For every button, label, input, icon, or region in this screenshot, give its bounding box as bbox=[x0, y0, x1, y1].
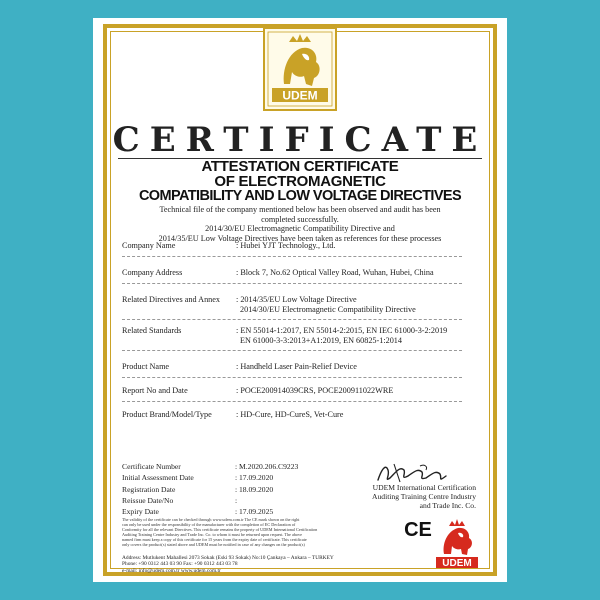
info-value: : M.2020.206.C9223 bbox=[235, 462, 299, 471]
field-label: Company Address bbox=[122, 268, 183, 277]
info-value: : 17.09.2020 bbox=[235, 473, 274, 482]
headline-line1: ATTESTATION CERTIFICATE bbox=[201, 158, 399, 175]
disclaimer-line2: can only be used under the responsibility of the manufacturer with the completion of EC Declaration of bbox=[122, 521, 296, 527]
field-value: : 2014/35/EU Low Voltage Directive bbox=[236, 295, 357, 304]
ce-mark-icon bbox=[404, 518, 432, 540]
intro-line3: 2014/30/EU Electromagnetic Compatibility Directive and bbox=[205, 224, 395, 233]
issuer-block bbox=[350, 483, 476, 511]
divider bbox=[122, 350, 462, 351]
disclaimer-line1: The validity of the certificate can be checked through www.udem.com.tr The CE mark shown on the right bbox=[122, 517, 300, 522]
address-line1: Address: Mutlukent Mahallesi 2073 Sokak (Eski 93 Sokak) No:10 Çankaya – Ankara – TURKEY bbox=[122, 555, 334, 561]
address-line3: e-mail: info@udem.com.tr www.udem.com.tr bbox=[122, 567, 221, 574]
info-value: : 18.09.2020 bbox=[235, 485, 274, 494]
info-label: Initial Assessment Date bbox=[122, 473, 194, 482]
certificate-title: CERTIFICATE bbox=[112, 120, 488, 160]
info-value: : 17.09.2025 bbox=[235, 507, 274, 516]
field-label: Related Standards bbox=[122, 326, 182, 335]
field-value: : Handheld Laser Pain-Relief Device bbox=[236, 362, 357, 371]
disclaimer-line3: Conformity for all the relevant Directives. This certificate remains the property of UDEM International Certification bbox=[122, 526, 318, 532]
field-label: Company Name bbox=[122, 241, 176, 250]
field-value: : EN 55014-1:2017, EN 55014-2:2015, EN IEC 61000-3-2:2019 bbox=[236, 326, 448, 335]
info-value: : bbox=[235, 496, 238, 505]
field-value: : Block 7, No.62 Optical Valley Road, Wuhan, Hubei, China bbox=[236, 268, 434, 277]
divider bbox=[122, 256, 462, 257]
address-line2: Phone: +90 0312 443 03 90 Fax: +90 0312 443 03 78 bbox=[122, 561, 238, 568]
info-label: Expiry Date bbox=[122, 507, 159, 516]
logo-text: UDEM bbox=[282, 88, 318, 103]
udem-logo-bottom-icon bbox=[432, 516, 482, 570]
info-label: Registration Date bbox=[122, 485, 176, 494]
disclaimer-text bbox=[122, 518, 390, 547]
intro-line1: Technical file of the company mentioned below has been observed and audit has been bbox=[159, 205, 441, 214]
disclaimer-line6: only covers the product(s) stated above and UDEM must be notified in case of any changes on the product(s) bbox=[122, 541, 305, 547]
disclaimer-line4: Auditing Training Centre Industry and Trade Inc. Co. to whom it must be returned upon request. The above bbox=[122, 531, 302, 537]
divider bbox=[122, 401, 462, 402]
logo-bottom-text: UDEM bbox=[442, 558, 472, 569]
headline-line2: OF ELECTROMAGNETIC bbox=[214, 173, 386, 190]
issuer-line2: Auditing Training Centre Industry bbox=[372, 492, 476, 502]
field-value: : HD-Cure, HD-CureS, Vet-Cure bbox=[236, 410, 344, 419]
address-block bbox=[122, 555, 412, 574]
field-label: Related Directives and Annex bbox=[122, 295, 220, 304]
headline-line3: COMPATIBILITY AND LOW VOLTAGE DIRECTIVES bbox=[138, 188, 462, 204]
divider bbox=[122, 377, 462, 378]
intro-line2: completed successfully. bbox=[261, 214, 339, 224]
intro-line4: 2014/35/EU Low Voltage Directives have been taken as references for these processes bbox=[158, 233, 442, 243]
field-value: : Hubei YJT Technology., Ltd. bbox=[236, 241, 336, 250]
field-value: : POCE200914039CRS, POCE200911022WRE bbox=[236, 386, 394, 395]
info-label: Certificate Number bbox=[122, 462, 181, 471]
field-value-2: EN 61000-3-3:2013+A1:2019, EN 60825-1:2014 bbox=[240, 335, 402, 345]
issuer-line1: UDEM International Certification bbox=[372, 483, 476, 492]
field-label: Product Brand/Model/Type bbox=[122, 410, 212, 419]
divider bbox=[122, 319, 462, 320]
ce-mark-text: CE bbox=[404, 519, 432, 540]
signature bbox=[360, 458, 460, 486]
udem-logo-icon bbox=[262, 26, 338, 112]
field-value-2: 2014/30/EU Electromagnetic Compatibility Directive bbox=[240, 304, 416, 314]
intro-text bbox=[110, 205, 490, 243]
issuer-line3: and Trade Inc. Co. bbox=[419, 501, 476, 511]
field-label: Report No and Date bbox=[122, 386, 188, 395]
disclaimer-line5: named firm must keep a copy of this certificate for 15 years from the expiry date of certificate. This certificate bbox=[122, 536, 307, 542]
field-label: Product Name bbox=[122, 362, 170, 371]
info-label: Reissue Date/No bbox=[122, 496, 174, 505]
divider bbox=[122, 283, 462, 284]
